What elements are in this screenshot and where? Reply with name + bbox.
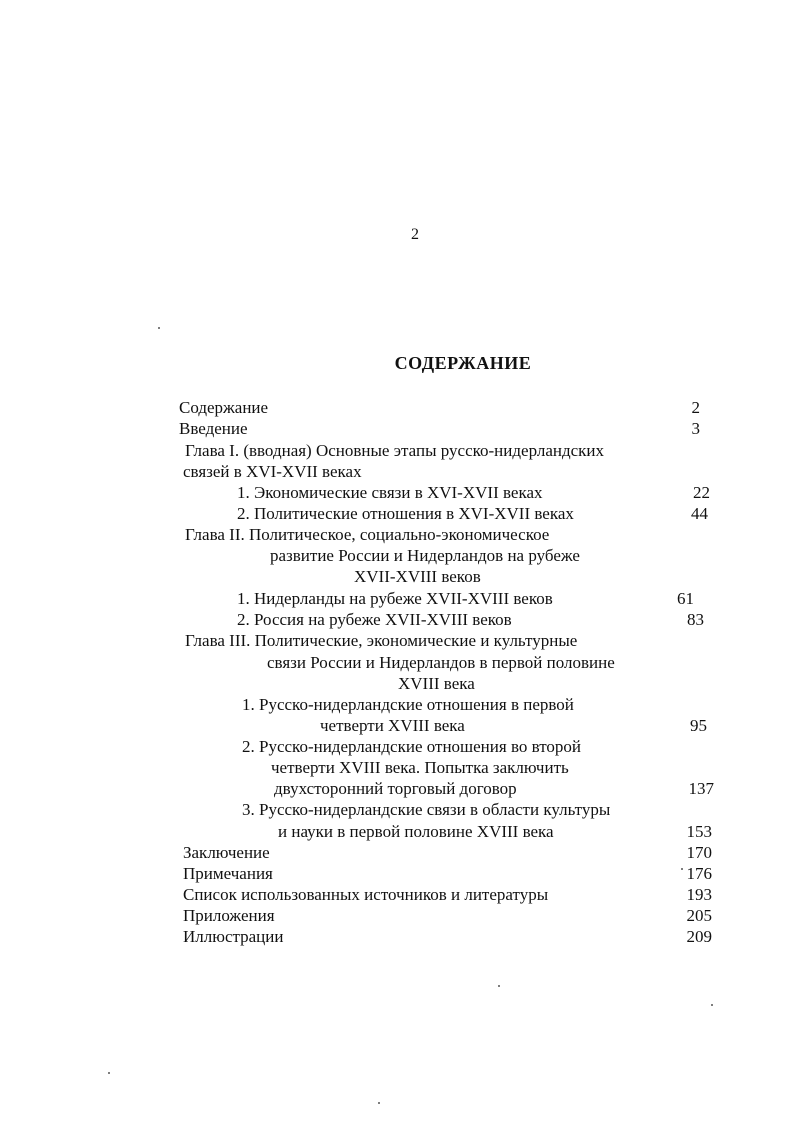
toc-entry-ch1-s2: 2. Политические отношения в XVI-XVII веках: [237, 504, 574, 523]
toc-entry-ch3-s1-line2: четверти XVIII века: [320, 716, 465, 735]
toc-chapter-3-line3: XVIII века: [398, 674, 475, 693]
scan-speck: [108, 1072, 110, 1074]
toc-entry-soderzhanie: Содержание: [179, 398, 269, 417]
toc-page-ch3-s1: 95: [690, 716, 707, 735]
toc-page-ch2-s2: 83: [687, 610, 704, 629]
toc-entry-illyustratsii: Иллюстрации: [183, 927, 284, 946]
toc-entry-ch3-s2-line3: двухсторонний торговый договор: [274, 779, 517, 798]
toc-chapter-1-line1: Глава I. (вводная) Основные этапы русско-нидерландских: [185, 441, 605, 460]
scan-speck: [711, 1004, 713, 1006]
toc-page-vvedenie: 3: [691, 419, 700, 438]
toc-page-ch3-s2: 137: [688, 779, 714, 798]
scan-speck: [681, 868, 683, 870]
toc-entry-ch1-s1: 1. Экономические связи в XVI-XVII веках: [237, 483, 543, 502]
toc-chapter-1-line2: связей в XVI-XVII веках: [183, 462, 362, 481]
toc-entry-primechaniya: Примечания: [183, 864, 273, 883]
scan-speck: [158, 327, 160, 329]
toc-chapter-2-line3: XVII-XVIII веков: [354, 567, 481, 586]
toc-chapter-3-line1: Глава III. Политические, экономические и культурные: [185, 631, 578, 650]
toc-page-prilozheniya: 205: [686, 906, 712, 925]
toc-entry-spisok: Список использованных источников и литературы: [183, 885, 549, 904]
toc-entry-vvedenie: Введение: [179, 419, 248, 438]
toc-page-ch2-s1: 61: [677, 589, 694, 608]
toc-chapter-2-line1: Глава II. Политическое, социально-экономическое: [185, 525, 550, 544]
toc-page-spisok: 193: [686, 885, 712, 904]
scan-speck: [498, 985, 500, 987]
page-number: 2: [411, 226, 419, 243]
toc-entry-ch3-s2-line2: четверти XVIII века. Попытка заключить: [271, 758, 569, 777]
toc-entry-ch3-s2-line1: 2. Русско-нидерландские отношения во второй: [242, 737, 582, 756]
toc-entry-ch3-s3-line2: и науки в первой половине XVIII века: [278, 822, 554, 841]
toc-page-primechaniya: 176: [686, 864, 712, 883]
toc-entry-ch3-s3-line1: 3. Русско-нидерландские связи в области культуры: [242, 800, 611, 819]
toc-page-ch1-s2: 44: [691, 504, 708, 523]
toc-page-ch1-s1: 22: [693, 483, 710, 502]
toc-page-ch3-s3: 153: [686, 822, 712, 841]
toc-entry-prilozheniya: Приложения: [183, 906, 275, 925]
toc-entry-zaklyuchenie: Заключение: [183, 843, 270, 862]
toc-title: СОДЕРЖАНИЕ: [394, 353, 532, 373]
toc-chapter-2-line2: развитие России и Нидерландов на рубеже: [270, 546, 580, 565]
toc-page-zaklyuchenie: 170: [686, 843, 712, 862]
toc-entry-ch2-s1: 1. Нидерланды на рубеже XVII-XVIII веков: [237, 589, 553, 608]
toc-entry-ch2-s2: 2. Россия на рубеже XVII-XVIII веков: [237, 610, 512, 629]
toc-page-illyustratsii: 209: [686, 927, 712, 946]
scan-speck: [378, 1102, 380, 1104]
toc-entry-ch3-s1-line1: 1. Русско-нидерландские отношения в первой: [242, 695, 574, 714]
toc-chapter-3-line2: связи России и Нидерландов в первой половине: [267, 653, 615, 672]
toc-page-soderzhanie: 2: [691, 398, 700, 417]
